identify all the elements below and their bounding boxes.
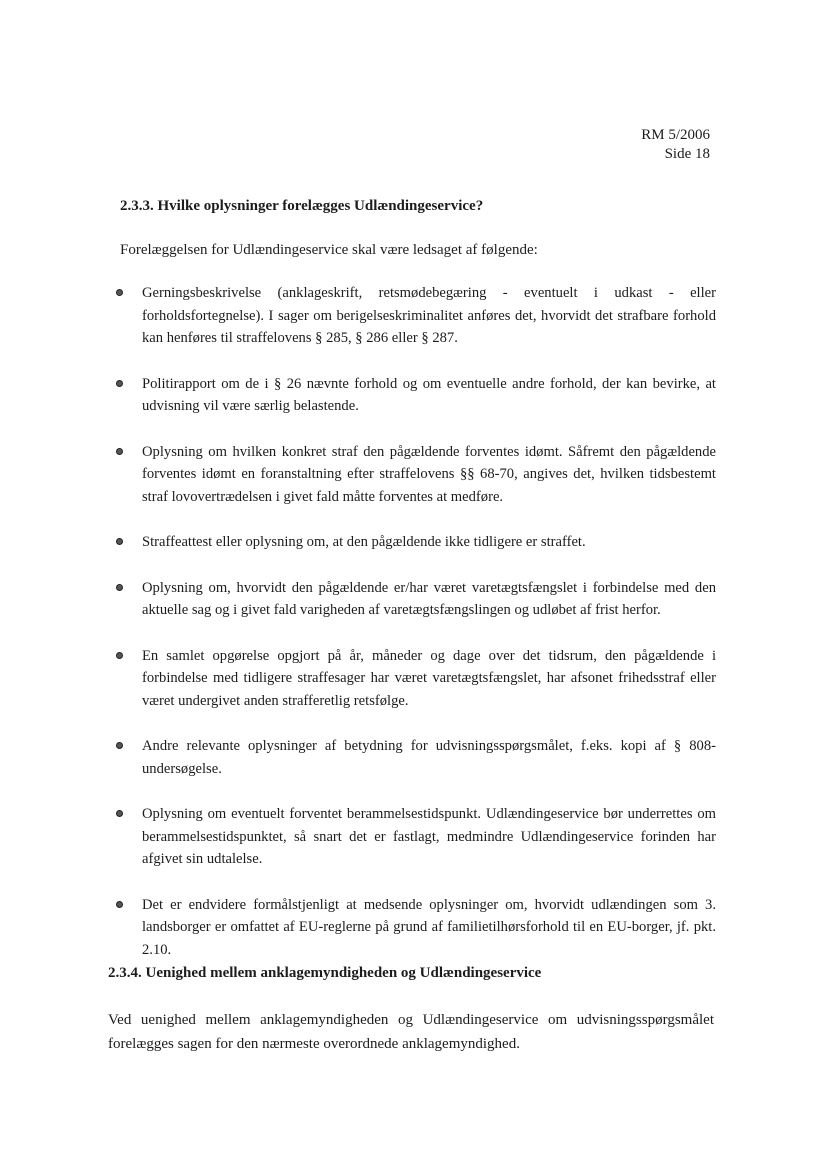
section-intro: Forelæggelsen for Udlændingeservice skal være ledsaget af følgende:: [120, 242, 538, 258]
list-item: [104, 282, 716, 350]
list-item-text: Politirapport om de i § 26 nævnte forhold og om eventuelle andre forhold, der kan bevirke, at udvisning vil være særlig belastende.: [142, 375, 716, 414]
list-item: [104, 645, 716, 713]
bullet-icon: [116, 380, 123, 387]
page-header: [641, 126, 710, 164]
list-item: [104, 803, 716, 871]
bullet-icon: [116, 538, 123, 545]
list-item: [104, 894, 716, 962]
list-item: [104, 577, 716, 622]
requirements-list: [104, 282, 716, 984]
list-item: [104, 735, 716, 780]
list-item-text: Oplysning om eventuelt forventet berammelsestidspunkt. Udlændingeservice bør underrettes om berammelsestidspunktet, så snart det er fastlagt, medmindre Udlændingeservice forinden har afgivet sin udtalelse.: [142, 806, 716, 867]
bullet-icon: [116, 652, 123, 659]
section-paragraph: Ved uenighed mellem anklagemyndigheden og Udlændingeservice om udvisningsspørgsmålet forelægges sagen for den nærmeste overordnede anklagemyndighed.: [108, 1012, 714, 1052]
list-item: [104, 373, 716, 418]
page-number: Side 18: [664, 146, 710, 162]
list-item-text: Straffeattest eller oplysning om, at den pågældende ikke tidligere er straffet.: [142, 534, 586, 550]
bullet-icon: [116, 448, 123, 455]
bullet-icon: [116, 810, 123, 817]
list-item-text: En samlet opgørelse opgjort på år, måneder og dage over det tidsrum, den pågældende i forbindelse med tidligere straffesager har været varetægtsfængslet, har afsonet frihedsstraf eller været undergivet anden strafferetlig retsfølge.: [142, 647, 716, 709]
document-reference: RM 5/2006: [641, 127, 710, 143]
list-item-text: Andre relevante oplysninger af betydning for udvisningsspørgsmålet, f.eks. kopi af § 808-undersøgelse.: [142, 738, 716, 777]
list-item-text: Det er endvidere formålstjenligt at medsende oplysninger om, hvorvidt udlændingen som 3. landsborger er omfattet af EU-reglerne på grund af familietilhørsforhold til en EU-borger, jf. pkt. 2.10.: [142, 896, 716, 958]
list-item: [104, 531, 716, 554]
section-heading-2-3-4: 2.3.4. Uenighed mellem anklagemyndigheden og Udlændingeservice: [108, 965, 542, 981]
section-heading-2-3-3: 2.3.3. Hvilke oplysninger forelægges Udlændingeservice?: [120, 198, 484, 214]
list-item-text: Gerningsbeskrivelse (anklageskrift, retsmødebegæring - eventuelt i udkast - eller forholdsfortegnelse). I sager om berigelseskriminalitet anføres det, hvorvidt det strafbare forhold kan henføres til straffelovens § 285, § 286 eller § 287.: [142, 285, 716, 346]
bullet-icon: [116, 901, 123, 908]
list-item-text: Oplysning om hvilken konkret straf den pågældende forventes idømt. Såfremt den pågældende forventes idømt en foranstaltning efter straffelovens §§ 68-70, angives det, hvilken tidsbestemt straf lovovertrædelsen i givet fald måtte forventes at medføre.: [142, 443, 716, 505]
list-item: [104, 441, 716, 509]
list-item-text: Oplysning om, hvorvidt den pågældende er/har været varetægtsfængslet i forbindelse med den aktuelle sag og i givet fald varigheden af varetægtsfængslingen og udløbet af frist herfor.: [142, 579, 716, 618]
bullet-icon: [116, 289, 123, 296]
bullet-icon: [116, 742, 123, 749]
bullet-icon: [116, 584, 123, 591]
